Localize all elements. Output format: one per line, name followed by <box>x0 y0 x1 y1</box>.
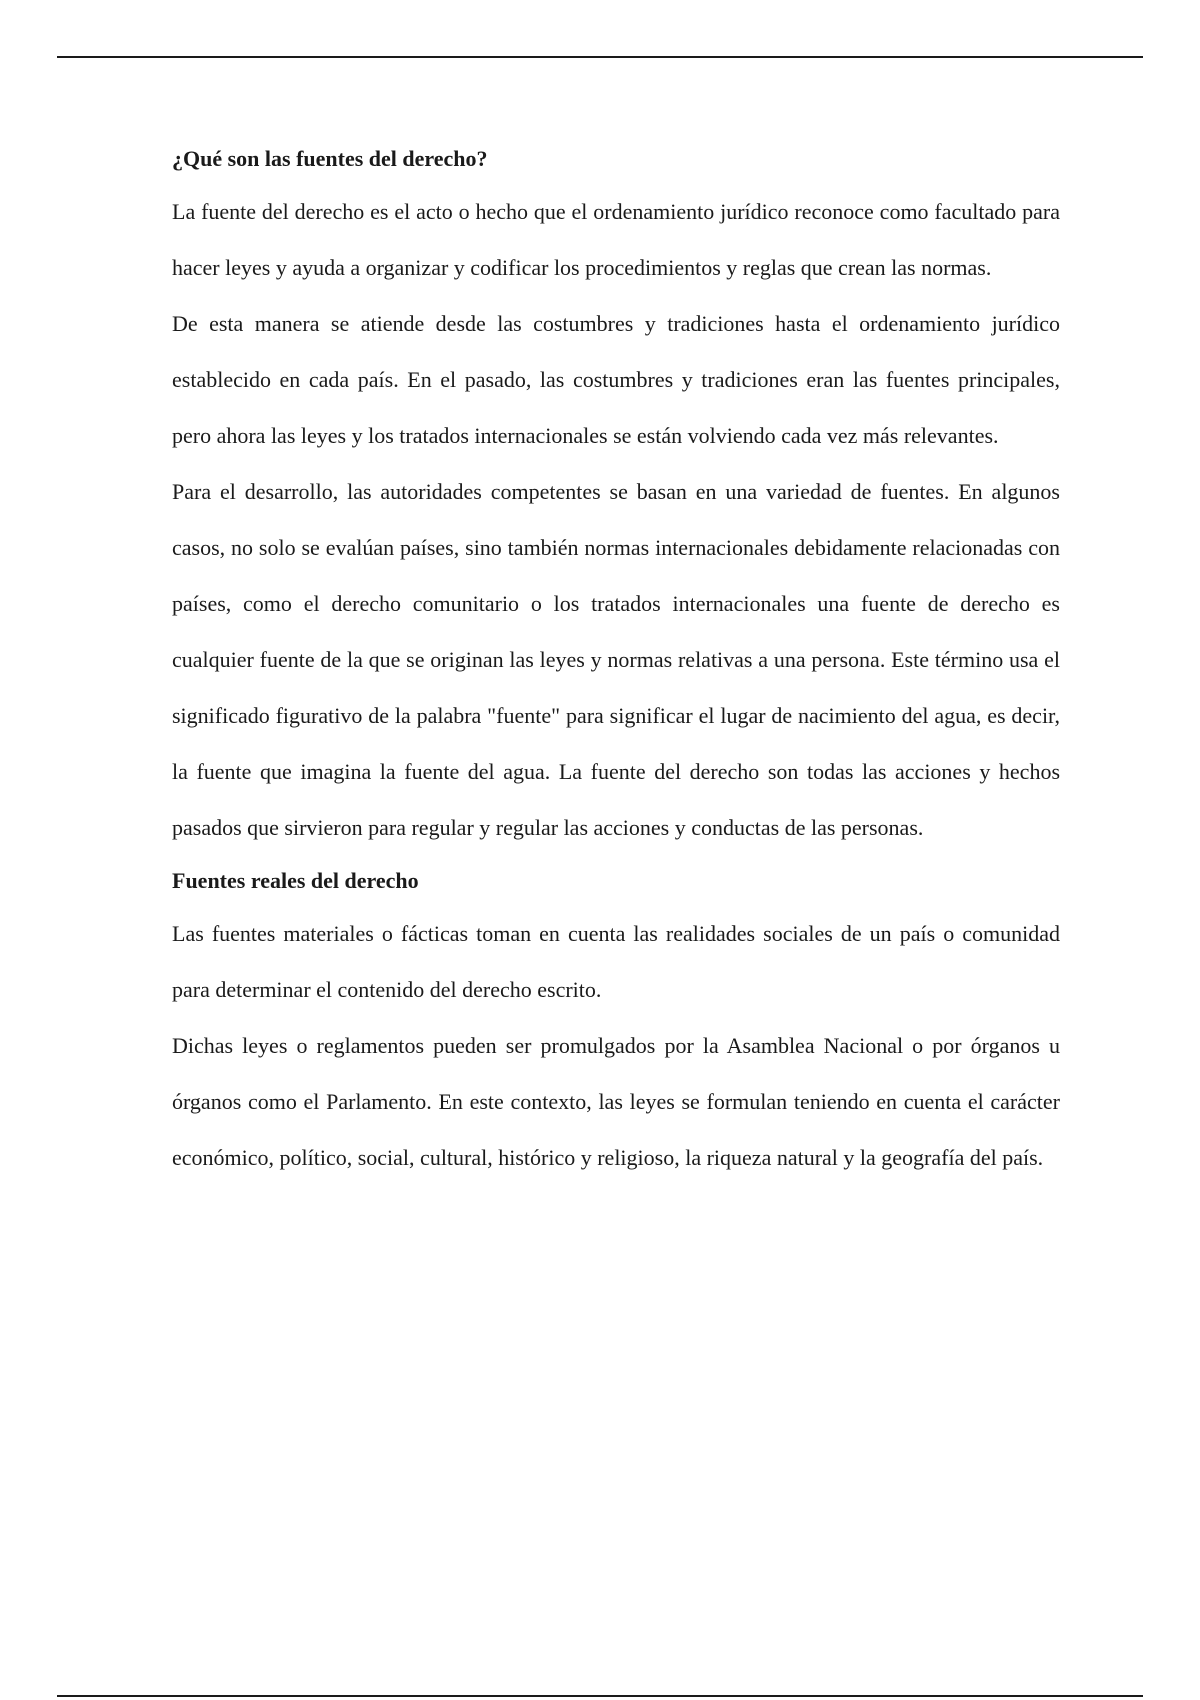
paragraph: La fuente del derecho es el acto o hecho que el ordenamiento jurídico reconoce como facultado para hacer leyes y ayuda a organizar y codificar los procedimientos y reglas que crean las normas. <box>172 199 1060 280</box>
bottom-rule <box>57 1695 1143 1697</box>
paragraph: Para el desarrollo, las autoridades competentes se basan en una variedad de fuentes. En algunos casos, no solo se evalúan países, sino también normas internacionales debidamente relacionadas con países, como el derecho comunitario o los tratados internacionales una fuente de derecho es cualquier fuente de la que se originan las leyes y normas relativas a una persona. Este término usa el significado figurativo de la palabra "fuente" para significar el lugar de nacimiento del agua, es decir, la fuente que imagina la fuente del agua. La fuente del derecho son todas las acciones y hechos pasados que sirvieron para regular y regular las acciones y conductas de las personas. <box>172 479 1060 840</box>
section-heading: Fuentes reales del derecho <box>172 868 419 893</box>
document-body <box>172 134 1060 1186</box>
top-rule <box>57 56 1143 58</box>
paragraph: Dichas leyes o reglamentos pueden ser promulgados por la Asamblea Nacional o por órganos u órganos como el Parlamento. En este contexto, las leyes se formulan teniendo en cuenta el carácter económico, político, social, cultural, histórico y religioso, la riqueza natural y la geografía del país. <box>172 1033 1060 1170</box>
section-heading: ¿Qué son las fuentes del derecho? <box>172 146 488 171</box>
paragraph: De esta manera se atiende desde las costumbres y tradiciones hasta el ordenamiento jurídico establecido en cada país. En el pasado, las costumbres y tradiciones eran las fuentes principales, pero ahora las leyes y los tratados internacionales se están volviendo cada vez más relevantes. <box>172 311 1060 448</box>
paragraph: Las fuentes materiales o fácticas toman en cuenta las realidades sociales de un país o comunidad para determinar el contenido del derecho escrito. <box>172 921 1060 1002</box>
